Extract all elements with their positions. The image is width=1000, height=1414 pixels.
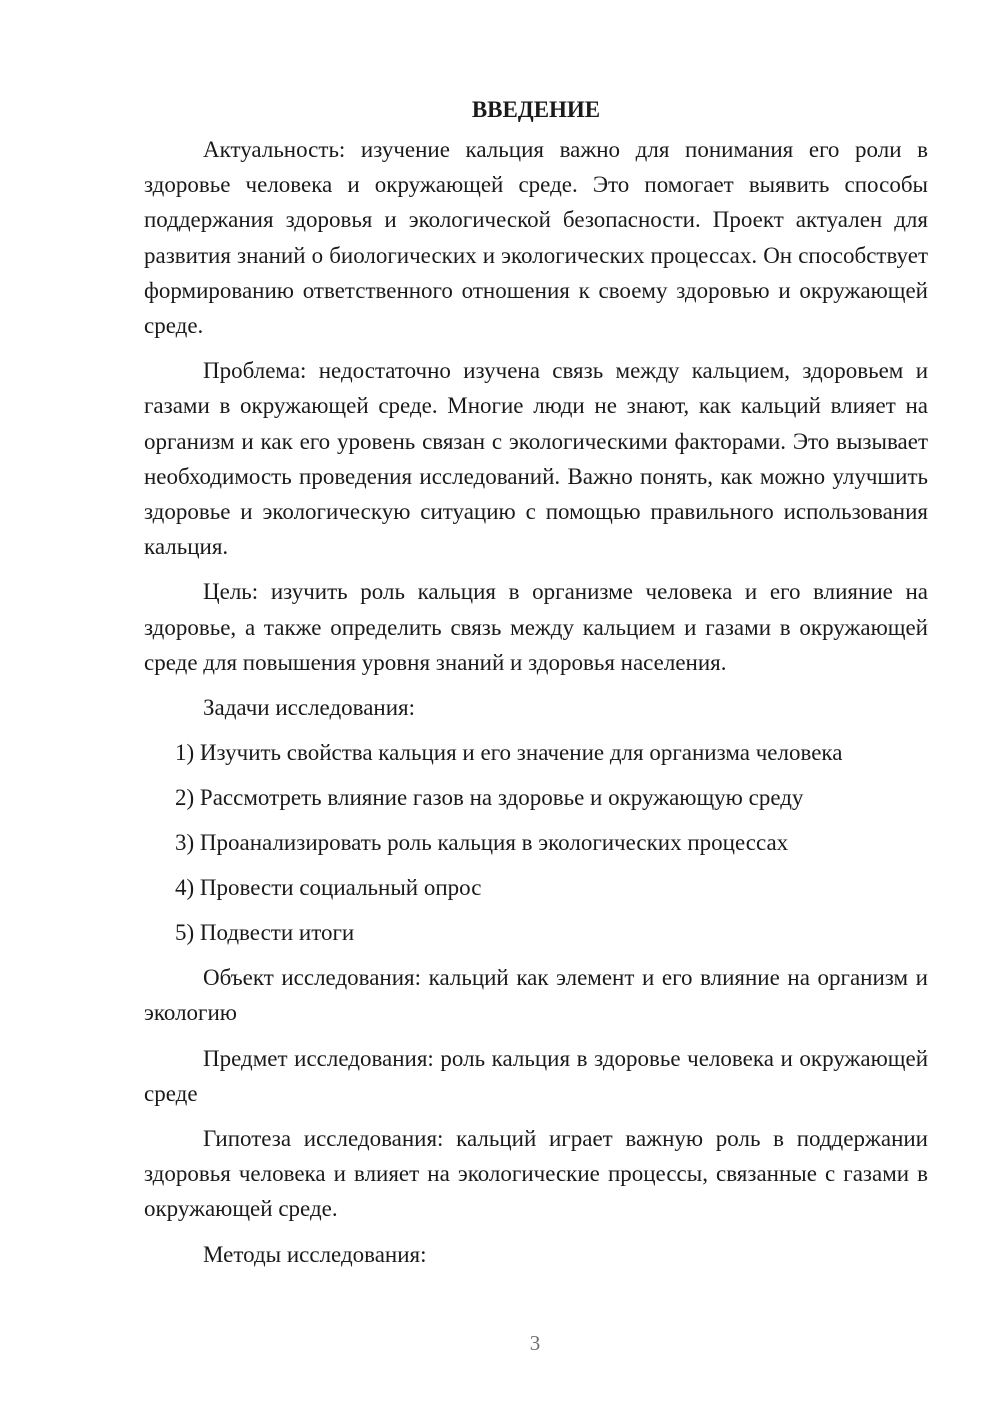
paragraph-goal: Цель: изучить роль кальция в организме человека и его влияние на здоровье, а также определить связь между кальцием и газами в окружающей среде для повышения уровня знаний и здоровья населения. [144, 579, 928, 675]
paragraph-problem: Проблема: недостаточно изучена связь между кальцием, здоровьем и газами в окружающей среде. Многие люди не знают, как кальций влияет на организм и как его уровень связан с экологическими факторами. Это вызывает необходимость проведения исследований. Важно понять, как можно улучшить здоровье и экологическую ситуацию с помощью правильного использования кальция. [144, 358, 928, 560]
paragraph-methods: Методы исследования: [203, 1241, 427, 1267]
list-item: 3) Проанализировать роль кальция в экологических процессах [175, 830, 789, 856]
list-item: 1) Изучить свойства кальция и его значение для организма человека [175, 740, 843, 766]
page-number: 3 [529, 1331, 541, 1355]
list-item: 2) Рассмотреть влияние газов на здоровье и окружающую среду [175, 785, 804, 811]
paragraph-object: Объект исследования: кальций как элемент и его влияние на организм и экологию [144, 965, 928, 1026]
paragraph-subject: Предмет исследования: роль кальция в здоровье человека и окружающей среде [144, 1045, 928, 1106]
list-item: 5) Подвести итоги [175, 920, 355, 946]
paragraph-hypothesis: Гипотеза исследования: кальций играет важную роль в поддержании здоровья человека и влияет на экологические процессы, связанные с газами в окружающей среде. [144, 1126, 928, 1222]
document-page [144, 92, 928, 1272]
tasks-list [144, 735, 928, 950]
section-title: ВВЕДЕНИЕ [471, 97, 601, 122]
paragraph-relevance: Актуальность: изучение кальция важно для понимания его роли в здоровье человека и окружающей среде. Это помогает выявить способы поддержания здоровья и экологической безопасности. Проект актуален для развития знаний о биологических и экологических процессах. Он способствует формированию ответственного отношения к своему здоровью и окружающей среде. [144, 137, 928, 339]
tasks-heading: Задачи исследования: [203, 695, 416, 721]
list-item: 4) Провести социальный опрос [175, 875, 482, 901]
